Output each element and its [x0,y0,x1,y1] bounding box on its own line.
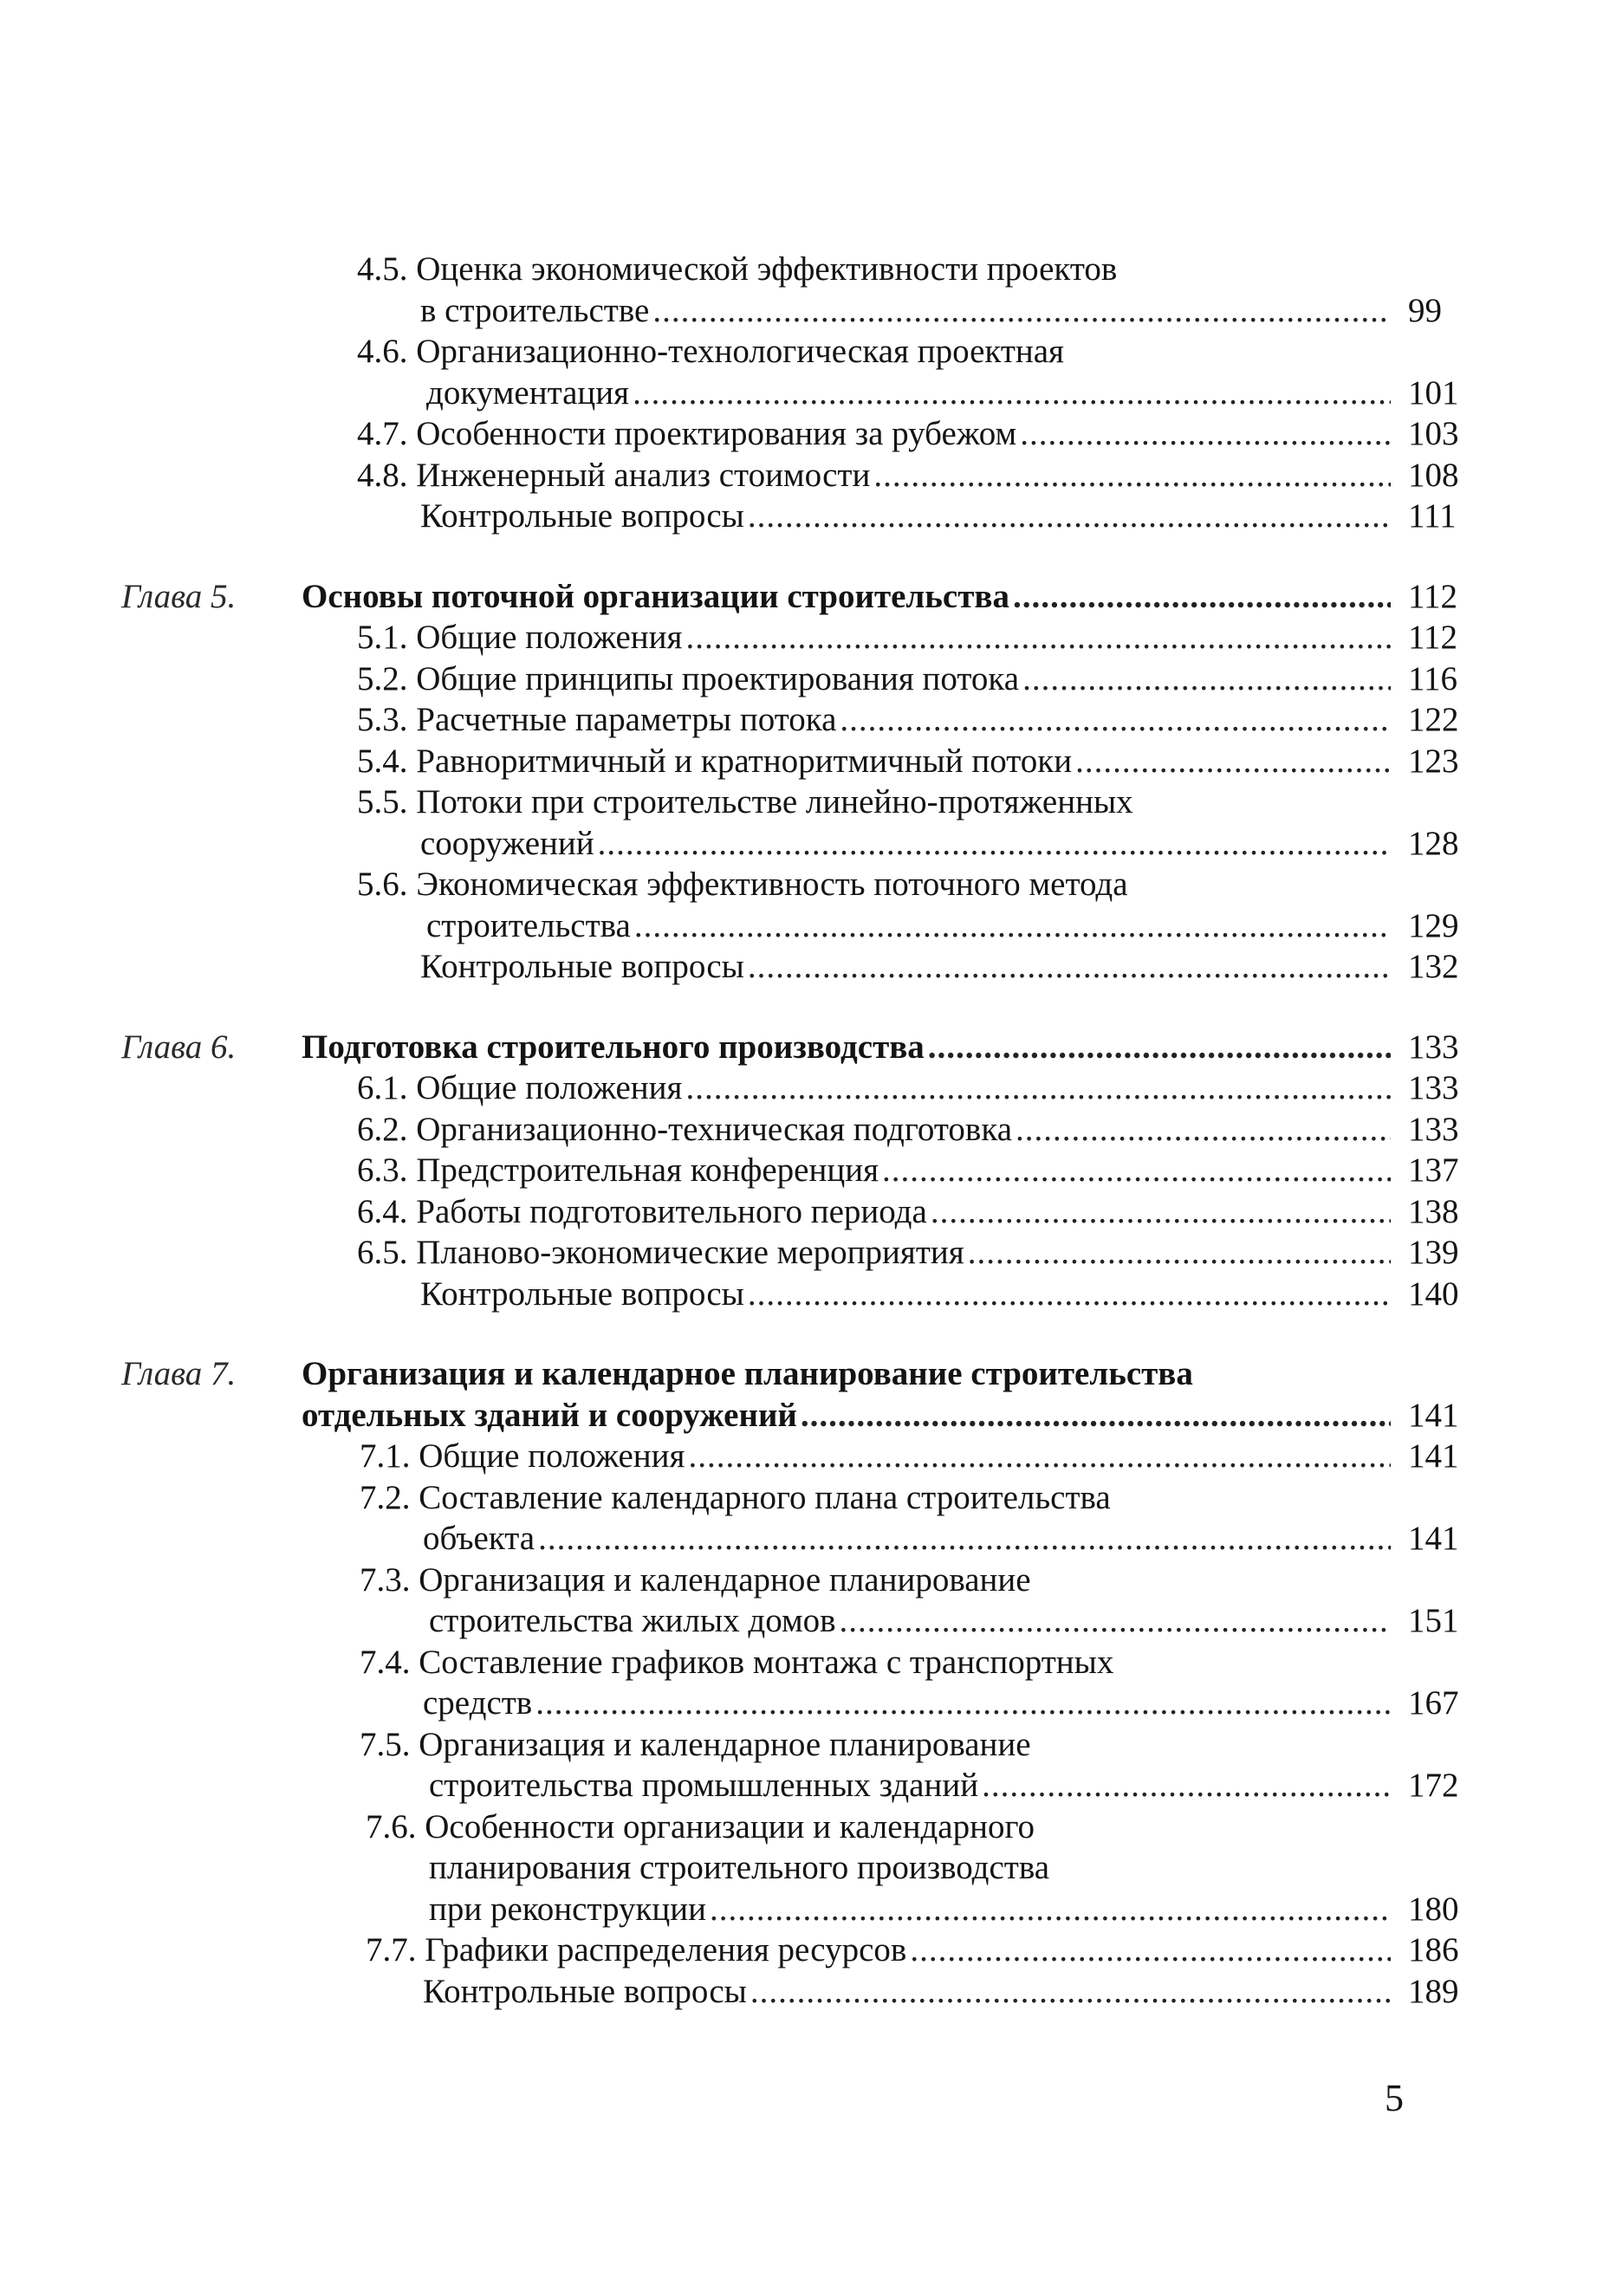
toc-entry-row [121,249,1473,290]
toc-entry-title: документация [426,373,630,412]
chapter-title-row [121,576,1473,618]
dot-leader [840,1600,1391,1642]
toc-entry-row [121,1600,1473,1642]
dot-leader [750,1971,1391,2013]
toc-entry-row [121,1724,1473,1766]
dot-leader [873,455,1391,496]
toc-entry-title: Организация и календарное планирование строительства [302,1355,1193,1392]
section-gap [121,537,1473,576]
toc-entry-row [121,699,1473,741]
dot-leader [686,1067,1392,1109]
dot-leader [748,496,1391,537]
dot-leader [882,1150,1391,1191]
toc-entry-title: отдельных зданий и сооружений [302,1396,797,1434]
toc-page-number: 111 [1408,497,1457,535]
toc-entry-title: Контрольные вопросы [420,1274,744,1313]
chapter-title-row [121,1395,1473,1437]
toc-entry-title: 7.7. Графики распределения ресурсов [366,1931,907,1968]
dot-leader [633,373,1391,414]
toc-entry-row [121,741,1473,782]
toc-entry-row [121,1274,1473,1315]
toc-entry-row [121,658,1473,700]
toc-entry-title: 5.6. Экономическая эффективность поточного метода [357,866,1128,903]
toc-entry-row [121,946,1473,988]
toc-page-number: 141 [1408,1396,1459,1434]
dot-leader [968,1232,1391,1274]
toc-entry-title: 7.6. Особенности организации и календарного [366,1807,1035,1845]
toc-page-number: 141 [1408,1437,1459,1475]
chapter-title-row [121,1027,1473,1068]
dot-leader [1013,576,1391,618]
toc-entry-title: 4.6. Организационно-технологическая проектная [357,333,1064,370]
dot-leader [1020,413,1391,455]
toc-entry-title: Контрольные вопросы [420,948,744,985]
toc-page-number: 133 [1408,1028,1459,1066]
toc-page-number: 101 [1408,373,1459,412]
toc-entry-title: сооружений [420,824,594,862]
toc-page-number: 133 [1408,1069,1459,1106]
toc-entry-row [121,1683,1473,1724]
toc-entry-title: 5.3. Расчетные параметры потока [357,701,837,738]
toc-page-number: 172 [1408,1767,1459,1804]
toc-entry-title: 4.8. Инженерный анализ стоимости [357,456,871,494]
toc-entry-title: Основы поточной организации строительства [302,577,1009,615]
toc-page-number: 108 [1408,456,1459,494]
toc-entry-row [121,1971,1473,2013]
toc-page-number: 122 [1408,701,1459,738]
toc-entry-row [121,1889,1473,1930]
toc-page-number: 112 [1408,619,1458,656]
toc-page-number: 180 [1408,1890,1459,1928]
toc-page-number: 189 [1408,1972,1459,2010]
toc-entry-title: 4.7. Особенности проектирования за рубежом [357,415,1017,452]
toc-page-number: 103 [1408,415,1459,452]
toc-page-number: 151 [1408,1602,1459,1639]
toc-entry-row [121,1806,1473,1848]
dot-leader [1022,658,1391,700]
dot-leader [634,905,1391,947]
toc-entry-title: 7.3. Организация и календарное планирование [360,1560,1031,1599]
toc-page-number: 138 [1408,1192,1459,1230]
toc-entry-title: Контрольные вопросы [420,497,744,535]
toc-entry-row [121,1191,1473,1233]
toc-entry-title: 5.2. Общие принципы проектирования потока [357,659,1020,697]
toc-entry-row [121,1560,1473,1601]
dot-leader [652,290,1391,332]
toc-entry-title: 7.2. Составление календарного плана строительства [360,1478,1111,1516]
dot-leader [931,1191,1391,1233]
dot-leader [748,1274,1391,1315]
toc-page-number: 99 [1408,291,1442,329]
toc-entry-title: объекта [423,1520,535,1557]
toc-entry-title: 5.5. Потоки при строительстве линейно-протяженных [357,783,1133,820]
dot-leader [928,1027,1391,1068]
toc-entry-title: Подготовка строительного производства [302,1028,925,1066]
toc-entry-row [121,617,1473,658]
dot-leader [710,1889,1391,1930]
toc-entry-title: строительства [426,906,631,944]
toc-entry-title: 7.4. Составление графиков монтажа с транспортных [360,1643,1114,1681]
dot-leader [598,823,1391,865]
toc-entry-title: 6.5. Планово-экономические мероприятия [357,1234,964,1271]
toc-page-number: 133 [1408,1110,1459,1148]
toc-entry-row [121,782,1473,823]
toc-entry-row [121,373,1473,414]
dot-leader [982,1765,1391,1806]
toc-entry-row [121,1642,1473,1683]
dot-leader [1016,1109,1391,1151]
toc-entry-row [121,1232,1473,1274]
dot-leader [910,1930,1391,1971]
toc-entry-row [121,1765,1473,1806]
toc-entry-row [121,1930,1473,1971]
toc-entry-title: средств [423,1684,533,1722]
toc-entry-row [121,1067,1473,1109]
toc-page-number: 123 [1408,742,1459,780]
dot-leader [689,1436,1392,1477]
chapter-label: Глава 5. [121,577,237,615]
chapter-label: Глава 7. [121,1355,237,1392]
toc-entry-title: при реконструкции [429,1890,707,1928]
toc-page-number: 139 [1408,1234,1459,1271]
toc-entry-title: 6.4. Работы подготовительного периода [357,1192,927,1230]
toc-entry-title: 4.5. Оценка экономической эффективности проектов [357,250,1118,288]
toc-entry-title: 6.2. Организационно-техническая подготовка [357,1110,1013,1148]
toc-page-number: 167 [1408,1684,1459,1722]
toc-entry-row [121,905,1473,947]
toc-entry-title: планирования строительного производства [429,1849,1050,1886]
table-of-contents [121,249,1473,2012]
toc-entry-title: 5.4. Равноритмичный и кратноритмичный потоки [357,742,1073,780]
toc-entry-row [121,1847,1473,1889]
section-gap [121,1314,1473,1353]
toc-page-number: 116 [1408,659,1458,697]
dot-leader [748,946,1391,988]
toc-entry-row [121,1518,1473,1560]
toc-entry-row [121,1109,1473,1151]
dot-leader [840,699,1391,741]
toc-page-number: 132 [1408,948,1459,985]
dot-leader [801,1395,1391,1437]
toc-page-number: 137 [1408,1151,1459,1189]
toc-page-number: 112 [1408,577,1458,615]
toc-entry-row [121,413,1473,455]
toc-entry-row [121,823,1473,865]
toc-entry-title: Контрольные вопросы [423,1972,747,2010]
toc-entry-row [121,1477,1473,1519]
page-number: 5 [1385,2077,1404,2119]
toc-entry-title: 7.5. Организация и календарное планирование [360,1725,1031,1763]
toc-entry-title: 5.1. Общие положения [357,619,683,656]
toc-page-number: 140 [1408,1274,1459,1313]
toc-entry-title: 6.3. Предстроительная конференция [357,1151,879,1189]
toc-entry-row [121,455,1473,496]
toc-entry-row [121,1436,1473,1477]
dot-leader [538,1518,1391,1560]
toc-page-number: 128 [1408,824,1459,862]
section-gap [121,988,1473,1027]
toc-entry-title: строительства промышленных зданий [429,1767,979,1804]
toc-entry-title: 6.1. Общие положения [357,1069,683,1106]
toc-page-number: 141 [1408,1520,1459,1557]
toc-entry-title: 7.1. Общие положения [360,1437,685,1475]
toc-entry-row [121,290,1473,332]
dot-leader [686,617,1392,658]
dot-leader [535,1683,1391,1724]
chapter-label: Глава 6. [121,1028,237,1066]
chapter-title-row [121,1353,1473,1395]
toc-page-number: 186 [1408,1931,1459,1968]
toc-entry-title: строительства жилых домов [429,1602,836,1639]
toc-entry-row [121,1150,1473,1191]
dot-leader [1075,741,1391,782]
toc-page-number: 129 [1408,906,1459,944]
toc-entry-row [121,331,1473,373]
toc-entry-row [121,496,1473,537]
toc-entry-row [121,864,1473,905]
toc-entry-title: в строительстве [420,291,650,329]
